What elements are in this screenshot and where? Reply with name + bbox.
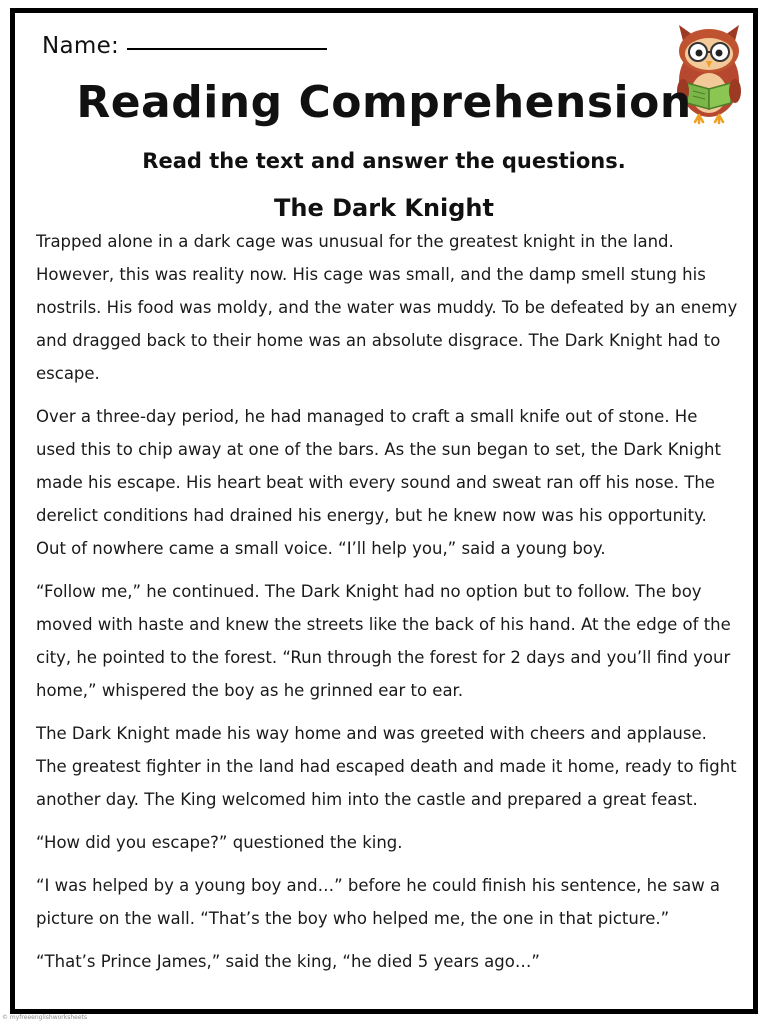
name-label: Name:: [42, 33, 120, 59]
story-paragraph: “Follow me,” he continued. The Dark Knight had no option but to follow. The boy moved with haste and knew the streets like the back of his hand. At the edge of the city, he pointed to the forest. “Run through the forest for 2 days and you’ll find your home,” whispered the boy as he grinned ear to ear.: [36, 582, 731, 700]
name-field: [42, 33, 327, 59]
story-paragraph: The Dark Knight made his way home and was greeted with cheers and applause. The greatest fighter in the land had escaped death and made it home, ready to fight another day. The King welcomed him into the castle and prepared a great feast.: [36, 724, 737, 809]
story-paragraph: Over a three-day period, he had managed to craft a small knife out of stone. He used this to chip away at one of the bars. As the sun began to set, the Dark Knight made his escape. His heart beat with every sound and sweat ran off his nose. The derelict conditions had drained his energy, but he knew now was his opportunity. Out of nowhere came a small voice. “I’ll help you,” said a young boy.: [36, 407, 721, 558]
name-blank-line[interactable]: [127, 48, 327, 50]
worksheet-page: [10, 8, 758, 1014]
copyright-footer: © myfreeenglishworksheets: [2, 1014, 88, 1021]
instructions: Read the text and answer the questions.: [142, 149, 626, 173]
story-paragraph: “That’s Prince James,” said the king, “he died 5 years ago…”: [36, 952, 540, 971]
story-paragraph: “How did you escape?” questioned the king.: [36, 833, 403, 852]
story-title: The Dark Knight: [273, 194, 494, 222]
story-paragraph: Trapped alone in a dark cage was unusual for the greatest knight in the land. However, this was reality now. His cage was small, and the damp smell stung his nostrils. His food was moldy, and the water was muddy. To be defeated by an enemy and dragged back to their home was an absolute disgrace. The Dark Knight had to escape.: [36, 232, 738, 383]
page-title: Reading Comprehension: [76, 77, 692, 128]
story-paragraph: “I was helped by a young boy and…” before he could finish his sentence, he saw a picture on the wall. “That’s the boy who helped me, the one in that picture.”: [36, 876, 721, 928]
story-text: [36, 225, 740, 988]
